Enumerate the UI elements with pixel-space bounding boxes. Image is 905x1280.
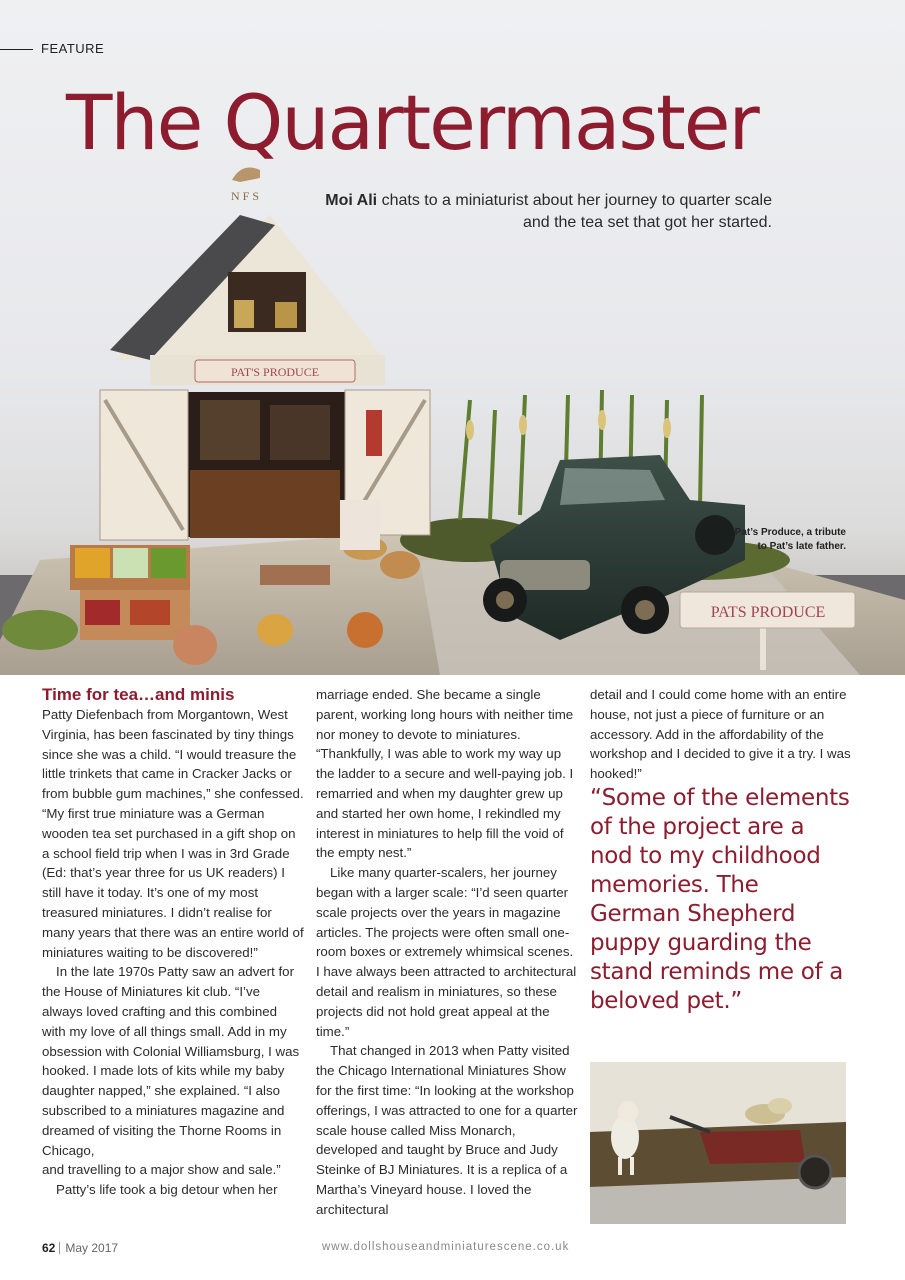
lamb-wheelbarrow-illustration [590,1062,846,1224]
inset-photo [590,1062,846,1224]
column-1 [42,685,304,1200]
column-2 [316,685,578,1220]
paragraph: and travelling to a major show and sale.” [42,1162,281,1178]
barn-sign-text: PAT'S PRODUCE [230,365,320,379]
photo-caption: Pat’s Produce, a tribute to Pat’s late father. [734,527,846,552]
weathervane-letters: N F S [230,189,260,203]
paragraph: That changed in 2013 when Patty visited the Chicago International Miniatures Show for the first time: “In looking at the workshop offerings, I was attracted to one for a quarter scale house called Miss Monarch, developed and taught by Bruce and Judy Steinke of BJ Miniatures. It is a replica of a Martha’s Vineyard house. I loved the architectural [316,1043,578,1217]
paragraph: Like many quarter-scalers, her journey began with a larger scale: “I’d seen quarter scale projects over the years in magazine articles. The projects were often small one-room boxes or extremely whimsical scenes. I have always been attracted to architectural detail and realism in miniatures, so these projects did not hold great appeal at the time.” [316,865,577,1039]
folio [42,1241,118,1255]
standfirst-text: chats to a miniaturist about her journey to quarter scale and the tea set that got her started. [377,192,772,231]
page-number: 62 [42,1241,56,1255]
folio-separator [59,1242,60,1254]
article-title: The Quartermaster [66,78,758,167]
roadside-sign-text: PATS PRODUCE [710,604,826,621]
paragraph: marriage ended. She became a single parent, working long hours with neither time nor money to devote to miniatures. “Thankfully, I was able to work my way up the ladder to a secure and well-paying job. I remarried and when my daughter grew up and started her own home, I rekindled my interest in miniatures to help fill the void of the empty nest.” [316,687,574,861]
paragraph: In the late 1970s Patty saw an advert for the House of Miniatures kit club. “I’ve always loved crafting and this combined with my love of all things small. Add in my obsession with Colonial Williamsburg, I was hooked. I made lots of kits while my baby daughter napped,” she explained. “I also subscribed to a miniatures magazine and dreamed of visiting the Thorne Rooms in Chicago, [42,964,300,1158]
website-url: www.dollshouseandminiaturescene.co.uk [322,1241,570,1253]
issue-date: May 2017 [65,1241,119,1255]
subhead: Time for tea…and minis [42,685,235,704]
section-label: FEATURE [41,41,105,56]
paragraph: detail and I could come home with an entire house, not just a piece of furniture or an accessory. Add in the affordability of the workshop and I decided to give it a try. I was hooked!” [590,687,851,782]
paragraph: Patty’s life took a big detour when her [56,1182,278,1198]
section-rule [0,49,33,50]
author-name: Moi Ali [325,192,378,209]
pull-quote: “Some of the elements of the project are a nod to my childhood memories. The German Shepherd puppy guarding the stand reminds me of a beloved pet.” [590,784,850,1014]
paragraph: Patty Diefenbach from Morgantown, West Virginia, has been fascinated by tiny things since she was a child. “I would treasure the little trinkets that came in Cracker Jacks or from bubble gum machines,” she confessed. “My first true miniature was a German wooden tea set purchased in a gift shop on a school field trip when I was in 3rd Grade (Ed: that’s year three for us UK readers) I still have it today. It’s one of my most treasured miniatures. I didn’t realise for many years that there was an entire world of miniatures waiting to be discovered!” [42,707,304,960]
column-3 [590,685,852,1016]
standfirst [312,190,772,234]
